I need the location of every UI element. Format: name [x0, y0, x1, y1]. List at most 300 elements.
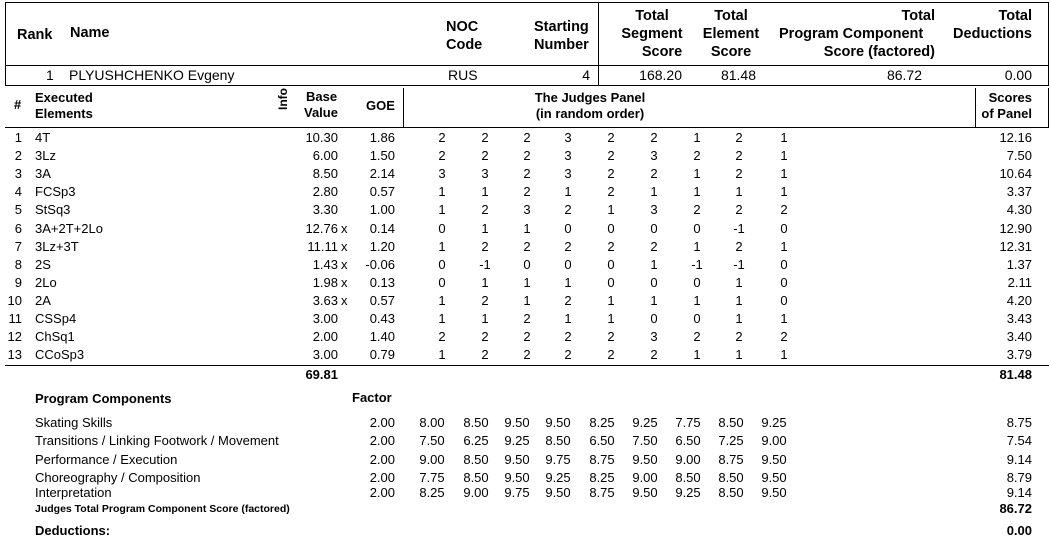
- element-base-value: 2.80: [312, 184, 338, 200]
- element-goe: 1.40: [369, 329, 395, 345]
- judge-mark: 9.75: [504, 485, 530, 500]
- judge-score: 2: [735, 202, 743, 218]
- judge-score: 3: [650, 329, 658, 345]
- judge-score: 0: [523, 256, 531, 272]
- judge-score: 1: [607, 202, 615, 218]
- tes-header-3: Score: [710, 44, 752, 60]
- judge-score: 2: [438, 329, 446, 345]
- table-row: [0, 147, 1051, 165]
- component-factor: 2.00: [369, 415, 395, 430]
- judge-mark: 9.00: [419, 452, 445, 467]
- judge-mark: 8.75: [718, 452, 744, 467]
- judge-score: 2: [607, 184, 615, 200]
- judge-score: 2: [607, 329, 615, 345]
- judge-mark: 6.25: [463, 433, 489, 448]
- judge-mark: 9.50: [545, 485, 571, 500]
- judge-score: 1: [481, 311, 489, 326]
- noc-header-2: Code: [446, 37, 483, 53]
- element-name: 3A: [35, 166, 51, 182]
- judge-score: 1: [438, 184, 446, 200]
- skater-noc: RUS: [448, 67, 478, 83]
- judge-score: 2: [607, 166, 615, 182]
- judge-score: 1: [607, 311, 615, 326]
- judge-score: 2: [693, 148, 701, 164]
- element-name: CCoSp3: [35, 347, 85, 363]
- skater-pcs: 86.72: [886, 67, 922, 83]
- judge-score: 0: [780, 256, 788, 272]
- judge-mark: 9.50: [632, 452, 658, 467]
- judge-score: 2: [735, 148, 743, 164]
- judge-mark: 8.50: [718, 415, 744, 430]
- judge-score: 2: [481, 148, 489, 164]
- deductions-label: Deductions:: [35, 523, 111, 538]
- table-row: [0, 346, 1051, 364]
- element-panel-score: 3.37: [1006, 184, 1032, 200]
- judge-score: 1: [438, 292, 446, 308]
- component-name: Choreography / Composition: [35, 470, 201, 485]
- judge-score: 3: [564, 130, 572, 145]
- table-row: [0, 220, 1051, 238]
- judge-score: -1: [733, 256, 745, 272]
- table-row: [0, 165, 1051, 183]
- tss-header-2: Segment: [621, 26, 683, 42]
- judge-mark: 9.25: [761, 415, 787, 430]
- skater-ded: 0.00: [1004, 67, 1032, 83]
- judge-score: 1: [438, 202, 446, 218]
- judge-score: 1: [438, 311, 446, 326]
- element-base-value: 11.11: [307, 238, 338, 254]
- judge-score: 1: [650, 184, 658, 200]
- element-name: 3A+2T+2Lo: [35, 220, 103, 236]
- element-panel-score: 1.37: [1006, 256, 1032, 272]
- element-number: 5: [14, 202, 22, 218]
- pcs-total-score: 86.72: [999, 501, 1032, 516]
- element-bonus-mark: x: [341, 220, 348, 236]
- table-row: [0, 201, 1051, 219]
- elements-total-divider: [5, 365, 1049, 366]
- judge-mark: 6.50: [675, 433, 701, 448]
- judge-score: 1: [735, 347, 743, 363]
- elements-total-base: 69.81: [305, 367, 338, 382]
- component-factor: 2.00: [369, 452, 395, 467]
- judge-score: 3: [438, 166, 446, 182]
- judge-mark: 9.00: [632, 470, 658, 485]
- ded-header-1: Total: [998, 8, 1032, 24]
- element-name: 2S: [35, 256, 51, 272]
- element-number: 2: [14, 148, 22, 164]
- judge-mark: 9.50: [504, 470, 530, 485]
- judge-score: 0: [607, 220, 615, 236]
- element-base-value: 1.98: [312, 274, 338, 290]
- judge-score: 0: [693, 220, 701, 236]
- element-panel-score: 12.16: [999, 130, 1032, 145]
- judge-score: 0: [693, 311, 701, 326]
- element-goe: 0.14: [369, 220, 395, 236]
- judge-score: 1: [693, 130, 701, 145]
- tes-header-2: Element: [702, 26, 760, 42]
- element-base-value: 3.63: [312, 292, 338, 308]
- component-name: Interpretation: [35, 485, 112, 500]
- judge-mark: 8.25: [589, 415, 615, 430]
- element-base-value: 6.00: [312, 148, 338, 164]
- judge-score: 1: [780, 347, 788, 363]
- judge-mark: 9.50: [761, 452, 787, 467]
- element-name: 2Lo: [35, 274, 57, 290]
- element-base-value: 1.43: [312, 256, 338, 272]
- judge-score: 1: [438, 347, 446, 363]
- judge-score: 2: [607, 148, 615, 164]
- ded-header-2: Deductions: [953, 26, 1032, 42]
- info-header: Info: [276, 88, 290, 110]
- judge-score: 3: [564, 166, 572, 182]
- table-row: [0, 274, 1051, 292]
- noc-header-1: NOC: [446, 19, 479, 35]
- judge-score: 2: [650, 166, 658, 182]
- num-header: #: [14, 97, 22, 112]
- base-header-2: Value: [304, 105, 338, 120]
- judge-score: 2: [523, 130, 531, 145]
- tss-header-3: Score: [641, 44, 683, 60]
- judge-mark: 7.75: [675, 415, 701, 430]
- judge-score: 2: [523, 347, 531, 363]
- judge-score: 2: [564, 202, 572, 218]
- judge-mark: 9.50: [545, 415, 571, 430]
- judge-score: 1: [481, 184, 489, 200]
- judge-score: 0: [564, 256, 572, 272]
- judge-score: 1: [693, 347, 701, 363]
- element-panel-score: 4.20: [1006, 292, 1032, 308]
- element-base-value: 3.30: [312, 202, 338, 218]
- judge-score: 1: [693, 292, 701, 308]
- judge-score: 1: [481, 220, 489, 236]
- judge-mark: 9.25: [504, 433, 530, 448]
- element-panel-score: 3.43: [1006, 311, 1032, 326]
- goe-header: GOE: [366, 98, 395, 113]
- judge-score: 2: [693, 202, 701, 218]
- judge-score: 1: [650, 292, 658, 308]
- judge-score: 0: [780, 220, 788, 236]
- judge-mark: 7.50: [632, 433, 658, 448]
- judge-score: -1: [691, 256, 703, 272]
- element-number: 8: [14, 256, 22, 272]
- judge-score: 1: [780, 184, 788, 200]
- component-panel-score: 9.14: [1006, 485, 1032, 500]
- judge-score: 1: [693, 184, 701, 200]
- skater-start: 4: [582, 67, 590, 83]
- judge-score: 2: [564, 238, 572, 254]
- element-panel-score: 2.11: [1007, 274, 1032, 290]
- judge-mark: 9.50: [632, 485, 658, 500]
- judge-score: 2: [481, 329, 489, 345]
- judge-score: 2: [523, 184, 531, 200]
- element-base-value: 3.00: [312, 347, 338, 363]
- judge-mark: 9.50: [504, 415, 530, 430]
- component-name: Performance / Execution: [35, 452, 178, 467]
- judge-score: 1: [780, 311, 788, 326]
- judge-score: 2: [780, 329, 788, 345]
- pcs-header-1: Total: [901, 8, 935, 24]
- element-goe: 0.43: [369, 311, 395, 326]
- judge-score: 2: [607, 238, 615, 254]
- element-number: 10: [7, 292, 22, 308]
- element-bonus-mark: x: [341, 292, 348, 308]
- judge-score: 2: [564, 347, 572, 363]
- judge-score: 3: [523, 202, 531, 218]
- deductions-score: 0.00: [1006, 523, 1032, 538]
- element-goe: -0.06: [365, 256, 395, 272]
- judge-mark: 9.00: [761, 433, 787, 448]
- judge-score: -1: [479, 256, 491, 272]
- element-goe: 0.57: [369, 292, 395, 308]
- element-panel-score: 12.31: [999, 238, 1032, 254]
- component-row: [0, 451, 1051, 469]
- panel-header-2: (in random order): [535, 106, 645, 121]
- component-factor: 2.00: [369, 470, 395, 485]
- judge-score: 0: [438, 256, 446, 272]
- judge-score: 2: [607, 347, 615, 363]
- tes-header-1: Total: [714, 8, 748, 24]
- element-name: CSSp4: [35, 311, 77, 326]
- judge-score: 2: [735, 130, 743, 145]
- judge-score: 2: [523, 311, 531, 326]
- exec-header-1: Executed: [35, 90, 93, 105]
- skater-name: PLYUSHCHENKO Evgeny: [69, 67, 235, 83]
- judge-score: 0: [607, 274, 615, 290]
- judge-score: 2: [481, 238, 489, 254]
- elements-total-score: 81.48: [999, 367, 1032, 382]
- table-row: [0, 328, 1051, 346]
- judge-score: 2: [523, 329, 531, 345]
- judge-score: 1: [523, 274, 531, 290]
- component-panel-score: 9.14: [1006, 452, 1032, 467]
- panel-header-1: The Judges Panel: [534, 90, 646, 105]
- rank-header: Rank: [17, 27, 53, 43]
- judge-score: 2: [481, 202, 489, 218]
- element-number: 9: [14, 274, 22, 290]
- element-base-value: 10.30: [305, 130, 338, 145]
- judge-score: 0: [564, 220, 572, 236]
- judge-score: 2: [650, 238, 658, 254]
- judge-mark: 8.50: [718, 485, 744, 500]
- judge-score: 3: [650, 202, 658, 218]
- judge-mark: 9.00: [463, 485, 489, 500]
- component-factor: 2.00: [369, 433, 395, 448]
- table-row: [0, 256, 1051, 274]
- element-bonus-mark: x: [341, 274, 348, 290]
- judge-score: 0: [438, 274, 446, 290]
- element-goe: 0.57: [369, 184, 395, 200]
- judge-score: 1: [780, 130, 788, 145]
- judge-score: 2: [735, 329, 743, 345]
- name-header: Name: [70, 25, 110, 41]
- judge-score: 0: [650, 220, 658, 236]
- base-header-1: Base: [306, 89, 338, 104]
- judge-mark: 8.50: [718, 470, 744, 485]
- judge-score: 2: [481, 130, 489, 145]
- judge-score: 1: [523, 292, 531, 308]
- factor-header: Factor: [352, 390, 392, 405]
- element-name: 3Lz: [35, 148, 56, 164]
- element-name: FCSp3: [35, 184, 76, 200]
- judge-mark: 7.25: [718, 433, 744, 448]
- judge-score: 2: [607, 130, 615, 145]
- judge-score: 2: [650, 347, 658, 363]
- table-row: [0, 183, 1051, 201]
- judge-mark: 9.25: [675, 485, 701, 500]
- table-row: [0, 292, 1051, 310]
- judge-score: 3: [481, 166, 489, 182]
- judge-mark: 8.50: [463, 470, 489, 485]
- element-goe: 1.20: [369, 238, 395, 254]
- element-panel-score: 3.40: [1006, 329, 1032, 345]
- judge-score: 1: [523, 220, 531, 236]
- judge-score: 1: [438, 238, 446, 254]
- judge-mark: 8.50: [675, 470, 701, 485]
- table-row: [0, 238, 1051, 256]
- judge-score: 1: [564, 184, 572, 200]
- element-number: 7: [14, 238, 22, 254]
- pcs-header-2: Program Component: [779, 26, 924, 42]
- judge-mark: 9.50: [504, 452, 530, 467]
- judge-score: -1: [733, 220, 745, 236]
- judge-score: 1: [693, 238, 701, 254]
- component-panel-score: 8.75: [1006, 415, 1032, 430]
- judge-mark: 8.25: [589, 470, 615, 485]
- component-row: [0, 414, 1051, 432]
- judge-score: 1: [650, 256, 658, 272]
- element-goe: 0.13: [369, 274, 395, 290]
- judge-score: 2: [564, 292, 572, 308]
- judge-score: 2: [523, 238, 531, 254]
- judge-mark: 8.75: [589, 485, 615, 500]
- scores-header-1: Scores: [988, 90, 1032, 105]
- judge-score: 1: [735, 311, 743, 326]
- component-row: [0, 484, 1051, 502]
- element-base-value: 8.50: [312, 166, 338, 182]
- element-base-value: 12.76: [305, 220, 338, 236]
- tss-header-1: Total: [635, 8, 669, 24]
- exec-header-2: Elements: [35, 106, 93, 121]
- judge-score: 0: [438, 220, 446, 236]
- element-number: 12: [7, 329, 22, 345]
- judge-mark: 9.75: [545, 452, 571, 467]
- judge-mark: 9.50: [761, 470, 787, 485]
- judge-mark: 8.50: [463, 452, 489, 467]
- skater-rank: 1: [46, 67, 54, 83]
- judge-mark: 8.25: [419, 485, 445, 500]
- element-number: 6: [14, 220, 22, 236]
- judge-score: 2: [438, 130, 446, 145]
- judge-score: 1: [564, 311, 572, 326]
- judge-mark: 8.00: [419, 415, 445, 430]
- judge-mark: 8.50: [463, 415, 489, 430]
- element-bonus-mark: x: [341, 256, 348, 272]
- element-number: 1: [14, 130, 22, 145]
- component-name: Transitions / Linking Footwork / Movement: [35, 433, 279, 448]
- start-header-2: Number: [534, 37, 589, 53]
- judge-mark: 6.50: [589, 433, 615, 448]
- judge-score: 0: [650, 274, 658, 290]
- element-number: 11: [8, 311, 22, 326]
- judge-score: 1: [607, 292, 615, 308]
- judge-score: 1: [735, 274, 743, 290]
- element-base-value: 2.00: [312, 329, 338, 345]
- judge-score: 1: [780, 238, 788, 254]
- element-name: ChSq1: [35, 329, 75, 345]
- judge-score: 2: [523, 166, 531, 182]
- element-goe: 1.00: [369, 202, 395, 218]
- element-bonus-mark: x: [341, 238, 348, 254]
- table-row: [0, 310, 1051, 328]
- judge-mark: 8.50: [545, 433, 571, 448]
- judge-mark: 9.00: [675, 452, 701, 467]
- element-number: 3: [14, 166, 22, 182]
- judge-score: 2: [780, 202, 788, 218]
- judge-score: 2: [481, 347, 489, 363]
- table-row: [0, 129, 1051, 147]
- judge-score: 0: [780, 292, 788, 308]
- element-panel-score: 4.30: [1006, 202, 1032, 218]
- components-title: Program Components: [35, 391, 172, 406]
- judge-mark: 7.50: [419, 433, 445, 448]
- judge-score: 0: [780, 274, 788, 290]
- judge-score: 2: [735, 166, 743, 182]
- judge-mark: 9.25: [545, 470, 571, 485]
- judge-score: 1: [564, 274, 572, 290]
- judge-score: 2: [481, 292, 489, 308]
- judge-score: 1: [780, 166, 788, 182]
- component-panel-score: 7.54: [1006, 433, 1032, 448]
- element-panel-score: 3.79: [1006, 347, 1032, 363]
- component-factor: 2.00: [369, 485, 395, 500]
- judge-score: 1: [735, 292, 743, 308]
- judge-score: 2: [564, 329, 572, 345]
- element-name: 2A: [35, 292, 51, 308]
- pcs-total-label: Judges Total Program Component Score (factored): [35, 503, 290, 515]
- judge-score: 2: [438, 148, 446, 164]
- pcs-header-3: Score (factored): [823, 44, 935, 60]
- skater-row: [0, 66, 1051, 84]
- element-number: 4: [14, 184, 22, 200]
- element-goe: 1.50: [369, 148, 395, 164]
- judge-score: 3: [650, 148, 658, 164]
- element-goe: 0.79: [369, 347, 395, 363]
- judge-score: 1: [481, 274, 489, 290]
- judge-score: 1: [735, 184, 743, 200]
- judge-mark: 9.25: [632, 415, 658, 430]
- element-name: 4T: [35, 130, 51, 145]
- component-name: Skating Skills: [35, 415, 113, 430]
- judge-score: 2: [693, 329, 701, 345]
- judge-score: 0: [693, 274, 701, 290]
- judge-mark: 9.50: [761, 485, 787, 500]
- element-panel-score: 10.64: [999, 166, 1032, 182]
- judge-score: 1: [780, 148, 788, 164]
- element-number: 13: [7, 347, 22, 363]
- judge-score: 0: [650, 311, 658, 326]
- component-panel-score: 8.79: [1006, 470, 1032, 485]
- element-name: 3Lz+3T: [35, 238, 79, 254]
- element-goe: 2.14: [369, 166, 395, 182]
- skater-tss: 168.20: [639, 67, 682, 83]
- judge-score: 2: [735, 238, 743, 254]
- element-name: StSq3: [35, 202, 71, 218]
- element-goe: 1.86: [369, 130, 395, 145]
- judge-score: 3: [564, 148, 572, 164]
- start-header-1: Starting: [534, 19, 589, 35]
- element-panel-score: 7.50: [1006, 148, 1032, 164]
- judge-score: 2: [523, 148, 531, 164]
